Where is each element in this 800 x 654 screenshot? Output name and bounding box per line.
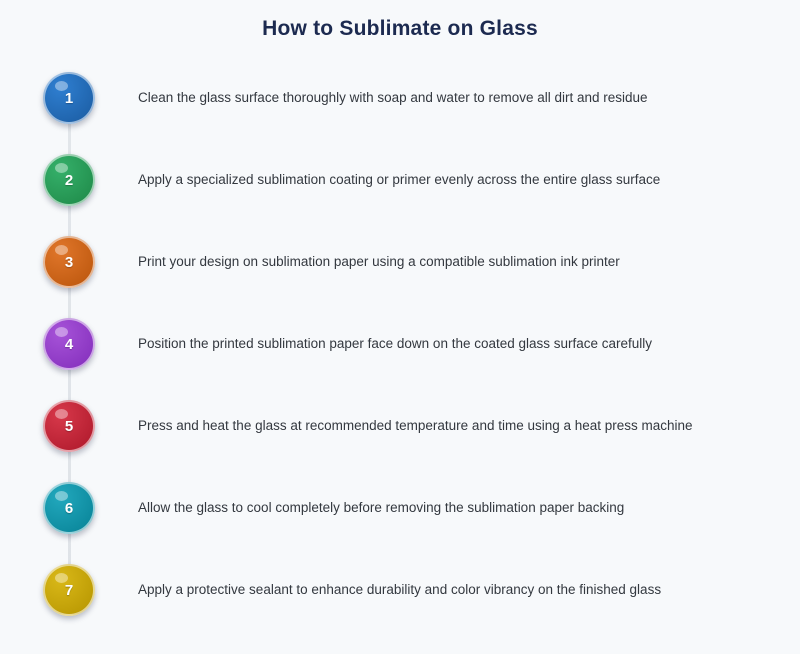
step-number: 6 <box>64 499 74 517</box>
step-badge-wrap <box>0 564 138 616</box>
step-item <box>0 385 800 467</box>
step-description: Print your design on sublimation paper using a compatible sublimation ink printer <box>138 253 620 269</box>
step-description: Position the printed sublimation paper face down on the coated glass surface carefully <box>138 335 653 351</box>
step-item <box>0 57 800 139</box>
step-badge-wrap <box>0 482 138 534</box>
step-description: Press and heat the glass at recommended temperature and time using a heat press machine <box>138 417 693 433</box>
page-title: How to Sublimate on Glass <box>262 17 538 40</box>
step-description: Apply a specialized sublimation coating or primer evenly across the entire glass surface <box>138 171 661 187</box>
step-item <box>0 221 800 303</box>
step-number-badge <box>43 154 95 206</box>
step-item <box>0 549 800 631</box>
step-description: Apply a protective sealant to enhance durability and color vibrancy on the finished glass <box>138 581 662 597</box>
step-badge-wrap <box>0 236 138 288</box>
step-number: 3 <box>64 253 74 271</box>
step-number-badge <box>43 400 95 452</box>
step-description: Allow the glass to cool completely before removing the sublimation paper backing <box>138 499 625 515</box>
step-badge-wrap <box>0 400 138 452</box>
step-item <box>0 139 800 221</box>
step-number: 1 <box>64 89 74 107</box>
step-badge-wrap <box>0 154 138 206</box>
step-number: 5 <box>64 417 74 435</box>
step-number: 2 <box>64 171 74 189</box>
step-badge-wrap <box>0 72 138 124</box>
step-number-badge <box>43 236 95 288</box>
step-number-badge <box>43 72 95 124</box>
step-number: 4 <box>64 335 74 353</box>
step-item <box>0 467 800 549</box>
step-badge-wrap <box>0 318 138 370</box>
step-description: Clean the glass surface thoroughly with soap and water to remove all dirt and residue <box>138 89 648 105</box>
step-number-badge <box>43 318 95 370</box>
step-item <box>0 303 800 385</box>
step-number-badge <box>43 564 95 616</box>
step-number-badge <box>43 482 95 534</box>
steps-list <box>0 57 800 631</box>
step-number: 7 <box>64 581 74 599</box>
